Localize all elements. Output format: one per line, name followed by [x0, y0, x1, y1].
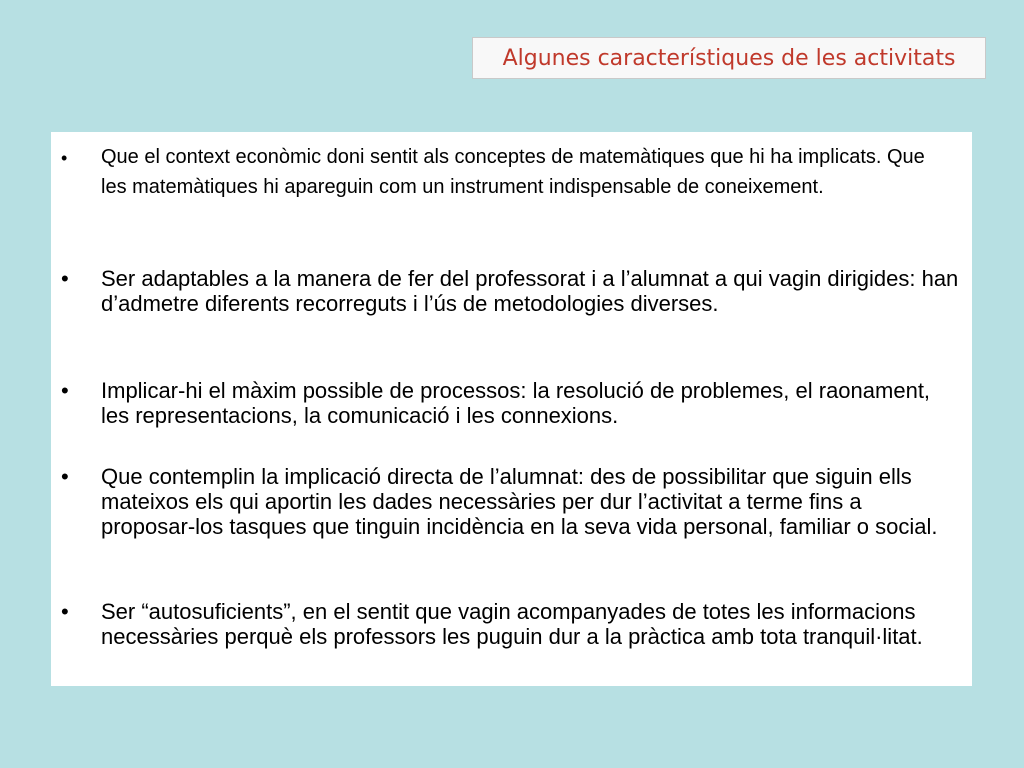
- bullet-text: Que el context econòmic doni sentit als conceptes de matemàtiques que hi ha implicats. Que les matemàtiques hi apareguin com un instrument indispensable de coneixement.: [101, 146, 925, 198]
- bullet-marker: •: [61, 378, 69, 403]
- slide-title: Algunes característiques de les activitats: [502, 45, 956, 71]
- bullet-text: Que contemplin la implicació directa de l’alumnat: des de possibilitar que siguin ells mateixos els qui aportin les dades necessàries per dur l’activitat a terme fins a proposar-los tasques que tinguin incidència en la seva vida personal, familiar o social.: [101, 464, 938, 539]
- bullet-marker: •: [61, 599, 69, 624]
- bullet-marker: •: [61, 464, 69, 489]
- slide-title-box: [472, 37, 986, 79]
- bullet-text: Ser “autosuficients”, en el sentit que vagin acompanyades de totes les informacions necessàries perquè els professors les puguin dur a la pràctica amb tota tranquil·litat.: [101, 599, 923, 649]
- content-box: [51, 132, 972, 686]
- bullet-marker: •: [61, 148, 68, 168]
- bullet-marker: •: [61, 266, 69, 291]
- bullet-text: Ser adaptables a la manera de fer del professorat i a l’alumnat a qui vagin dirigides: han d’admetre diferents recorreguts i l’ús de metodologies diverses.: [101, 266, 959, 316]
- bullet-text: Implicar-hi el màxim possible de processos: la resolució de problemes, el raonament, les representacions, la comunicació i les connexions.: [101, 378, 931, 428]
